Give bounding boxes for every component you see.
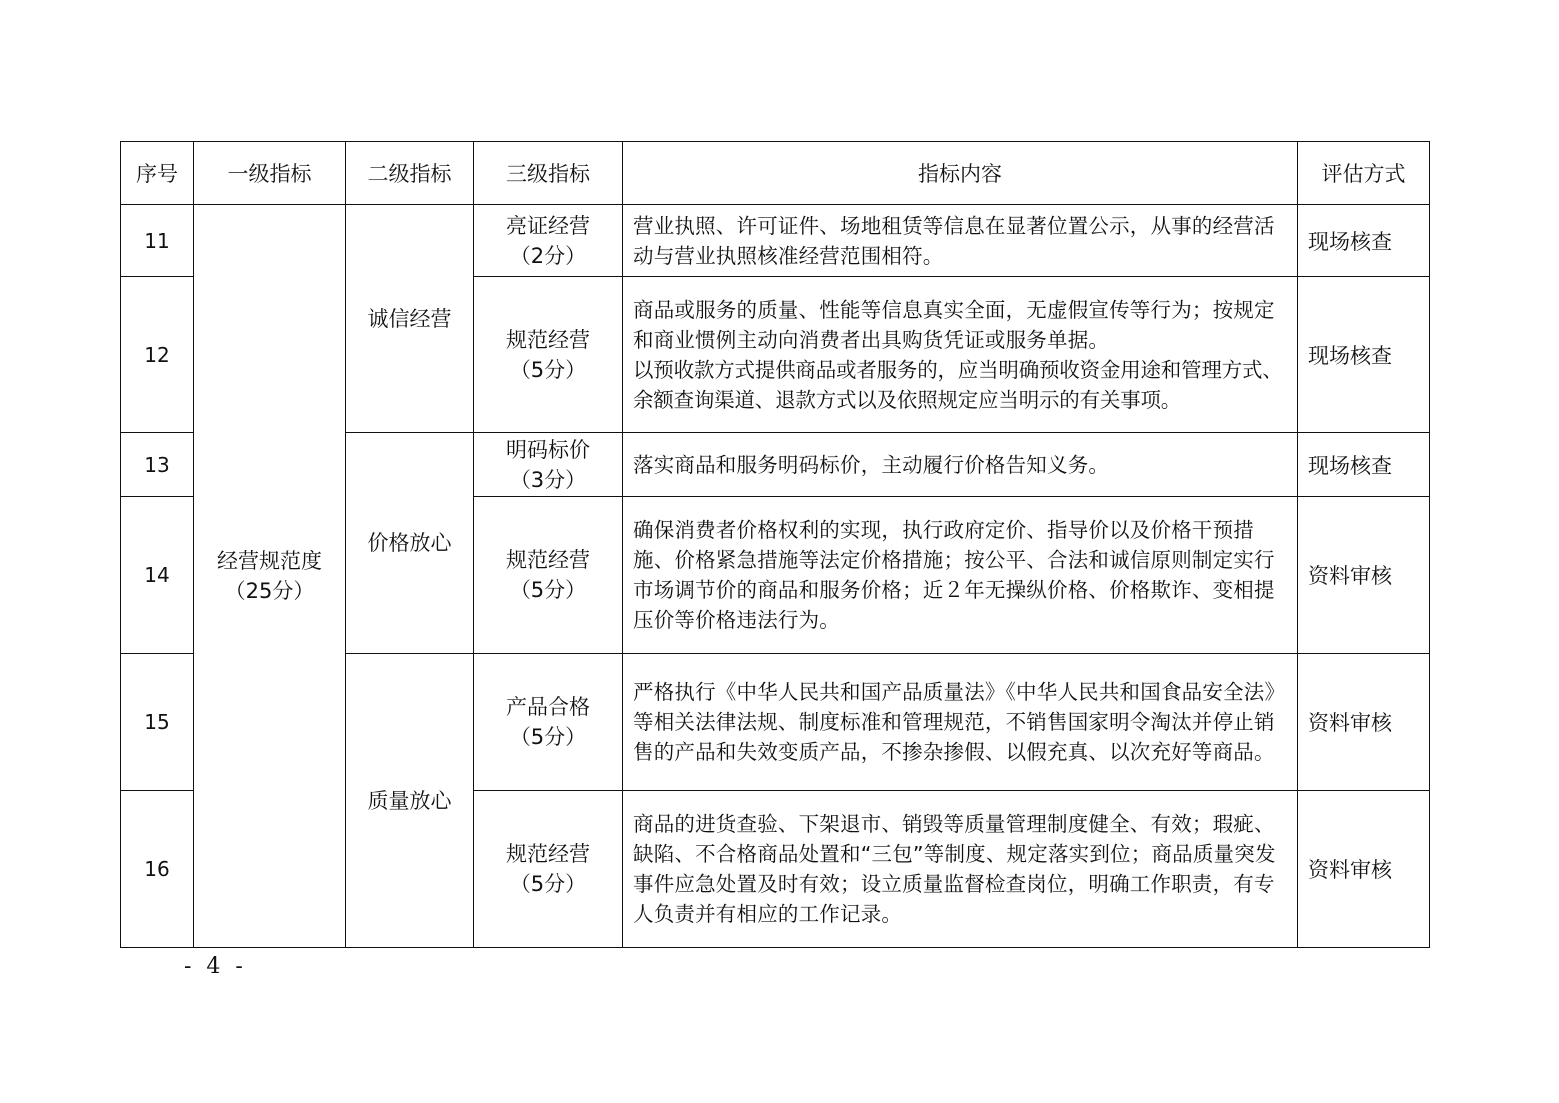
level2-name: 质量放心 [367,788,452,813]
level3-name: 规范经营 [506,327,590,352]
content-cell [623,497,1298,654]
header-content: 指标内容 [623,142,1298,205]
level3-cell [474,205,623,277]
level2-cell [346,433,474,654]
content-paragraph: 落实商品和服务明码标价，主动履行价格告知义务。 [633,452,1110,477]
level3-name: 亮证经营 [506,213,590,238]
method-cell: 资料审核 [1298,791,1430,948]
row-number: 12 [121,277,194,433]
row-number: 13 [121,433,194,497]
content-paragraph: 确保消费者价格权利的实现，执行政府定价、指导价以及价格干预措施、价格紧急措施等法定价格措施；按公平、合法和诚信原则制定实行市场调节价的商品和服务价格；近２年无操纵价格、价格欺诈、变相提压价等价格违法行为。 [633,518,1275,632]
header-method: 评估方式 [1298,142,1430,205]
evaluation-table [120,141,1430,948]
content-paragraph: 以预收款方式提供商品或者服务的，应当明确预收资金用途和管理方式、余额查询渠道、退款方式以及依照规定应当明示的有关事项。 [633,357,1283,412]
level3-name: 规范经营 [506,548,590,572]
row-number: 11 [121,205,194,277]
content-cell [623,277,1298,433]
method-cell: 现场核查 [1298,433,1430,497]
method-cell: 资料审核 [1298,654,1430,791]
content-paragraph: 商品的进货查验、下架退市、销毁等质量管理制度健全、有效；瑕疵、缺陷、不合格商品处置和“三包”等制度、规定落实到位；商品质量突发事件应急处置及时有效；设立质量监督检查岗位，明确工作职责，有专人负责并有相应的工作记录。 [633,812,1276,926]
level3-cell [474,433,623,497]
level2-cell [346,205,474,433]
content-paragraph: 严格执行《中华人民共和国产品质量法》《中华人民共和国食品安全法》等相关法律法规、制度标准和管理规范，不销售国家明令淘汰并停止销售的产品和失效变质产品，不掺杂掺假、以假充真、以次充好等商品。 [633,680,1286,764]
level2-cell [346,654,474,948]
level3-name: 规范经营 [506,842,590,866]
header-level3: 三级指标 [474,142,623,205]
level3-score: （5分） [509,872,587,896]
header-level2: 二级指标 [346,142,474,205]
content-cell [623,433,1298,497]
level2-name: 诚信经营 [367,306,452,331]
table-row [121,205,1430,277]
content-paragraph: 营业执照、许可证件、场地租赁等信息在显著位置公示，从事的经营活动与营业执照核准经营范围相符。 [633,213,1275,268]
header-number: 序号 [121,142,194,205]
content-cell [623,205,1298,277]
level3-name: 明码标价 [506,437,590,462]
level3-score: （5分） [509,578,587,602]
table-header-row [121,142,1430,205]
level3-score: （5分） [509,725,587,749]
level3-cell [474,654,623,791]
level3-score: （2分） [509,243,587,268]
header-level1: 一级指标 [194,142,346,205]
content-cell [623,654,1298,791]
level1-cell [194,205,346,948]
content-paragraph: 商品或服务的质量、性能等信息真实全面，无虚假宣传等行为；按规定和商业惯例主动向消费者出具购货凭证或服务单据。 [633,297,1275,352]
level1-name: 经营规范度 [217,549,322,573]
method-cell: 现场核查 [1298,205,1430,277]
content-cell [623,791,1298,948]
method-cell: 资料审核 [1298,497,1430,654]
level3-cell [474,277,623,433]
row-number: 15 [121,654,194,791]
row-number: 16 [121,791,194,948]
method-cell: 现场核查 [1298,277,1430,433]
level2-name: 价格放心 [367,531,452,555]
level1-score: （25分） [224,579,315,603]
level3-score: （5分） [509,357,587,382]
level3-name: 产品合格 [506,695,590,719]
page-number: - 4 - [184,954,247,979]
level3-score: （3分） [509,467,587,492]
level3-cell [474,497,623,654]
row-number: 14 [121,497,194,654]
level3-cell [474,791,623,948]
